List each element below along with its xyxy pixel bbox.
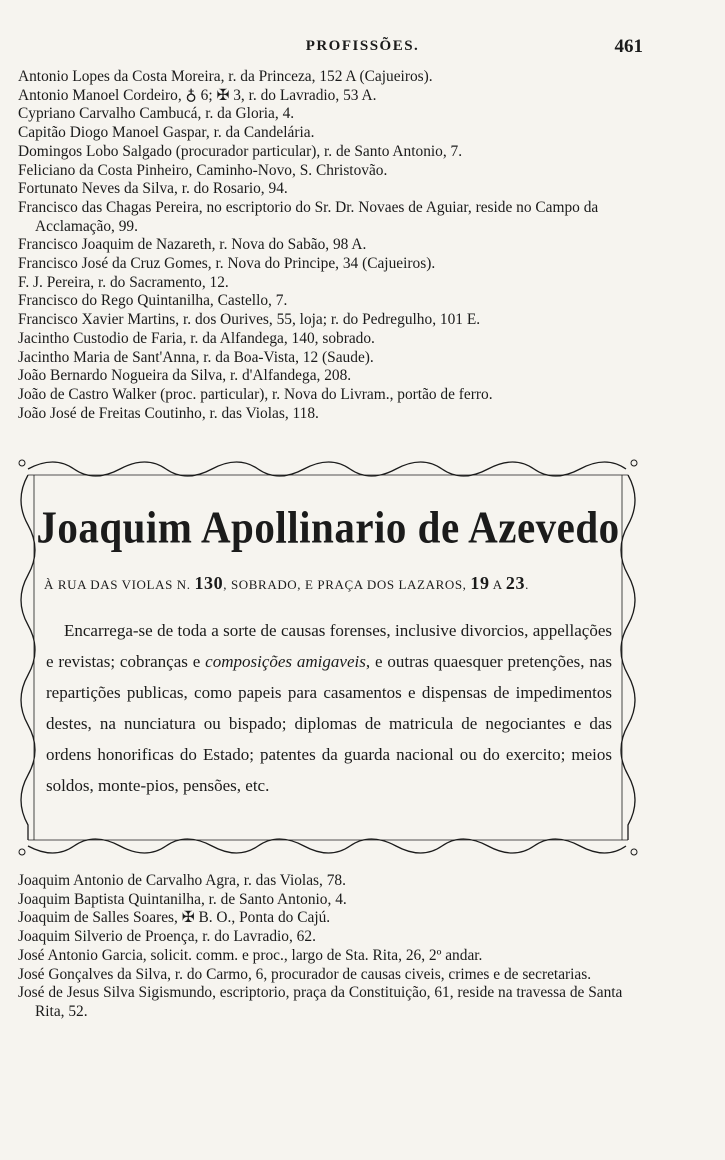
list-item: Jacintho Maria de Sant'Anna, r. da Boa-Vista, 12 (Saude). [18, 348, 374, 366]
address-middle: , SOBRADO, E PRAÇA DOS LAZAROS, [223, 577, 467, 592]
list-item: Jacintho Custodio de Faria, r. da Alfandega, 140, sobrado. [18, 329, 375, 347]
address-connector: A [492, 577, 502, 592]
list-item: Francisco José da Cruz Gomes, r. Nova do Principe, 34 (Cajueiros). [18, 255, 436, 273]
list-item: Joaquim de Salles Soares, ✠ B. O., Ponta do Cajú. [18, 909, 331, 927]
list-item: Domingos Lobo Salgado (procurador particular), r. de Santo Antonio, 7. [18, 142, 463, 160]
list-item: Joaquim Antonio de Carvalho Agra, r. das Violas, 78. [18, 872, 346, 889]
advert-text-part1: Encarrega-se de toda a sorte de causas forenses, inclusive divorcios, appellações e revistas; cobranças e [46, 621, 612, 671]
list-item: Cypriano Carvalho Cambucá, r. da Gloria, 4. [18, 105, 295, 123]
advert-text [46, 615, 612, 801]
advertisement-body [46, 615, 612, 801]
address-number: 19 [470, 573, 490, 593]
address-number: 23 [505, 573, 526, 593]
list-item: F. J. Pereira, r. do Sacramento, 12. [18, 273, 229, 291]
page-header [0, 38, 725, 62]
list-item: José de Jesus Silva Sigismundo, escriptorio, praça da Constituição, 61, reside na travessa de Santa Rita, 52. [18, 984, 623, 1020]
page-number: 461 [614, 36, 643, 57]
list-item: João José de Freitas Coutinho, r. das Violas, 118. [18, 404, 319, 422]
section-title: PROFISSÕES. [305, 38, 420, 54]
address-prefix: À RUA DAS VIOLAS N. [44, 577, 191, 592]
list-item: José Gonçalves da Silva, r. do Carmo, 6, procurador de causas civeis, crimes e de secretarias. [18, 965, 592, 983]
list-item: João Bernardo Nogueira da Silva, r. d'Alfandega, 208. [18, 367, 352, 385]
address-number: 130 [194, 573, 224, 593]
list-item: Joaquim Silverio de Proença, r. do Lavradio, 62. [18, 928, 316, 946]
advertiser-name: Joaquim Apollinario de Azevedo [36, 501, 620, 553]
list-item: José Antonio Garcia, solicit. comm. e proc., largo de Sta. Rita, 26, 2º andar. [18, 946, 483, 964]
list-item: Joaquim Baptista Quintanilha, r. de Santo Antonio, 4. [18, 890, 347, 908]
list-item: Francisco Xavier Martins, r. dos Ourives, 55, loja; r. do Pedregulho, 101 E. [18, 311, 481, 329]
list-item: Capitão Diogo Manoel Gaspar, r. da Candelária. [18, 124, 315, 142]
list-item: Fortunato Neves da Silva, r. do Rosario, 94. [18, 180, 288, 198]
entries-top-list [18, 68, 640, 423]
advertisement-box [14, 455, 642, 860]
advertiser-address [44, 573, 618, 594]
entries-bottom-list [18, 872, 640, 1022]
list-item: Francisco Joaquim de Nazareth, r. Nova do Sabão, 98 A. [18, 236, 367, 254]
address-end: . [525, 577, 529, 592]
advert-text-part2: , e outras quaesquer pretenções, nas repartições publicas, como papeis para casamentos e dispensas de impedimentos destes, na nunciatura ou bispado; diplomas de matricula de negociantes e das ordens honorificas do Estado; patentes da guarda nacional ou do exercito; meios soldos, monte-pios, pensões, etc. [46, 652, 613, 795]
list-item: Francisco das Chagas Pereira, no escriptorio do Sr. Dr. Novaes de Aguiar, reside no Campo da Acclamação, 99. [18, 198, 599, 235]
advert-text-italic: composições amigaveis [205, 652, 366, 671]
list-item: Antonio Lopes da Costa Moreira, r. da Princeza, 152 A (Cajueiros). [18, 68, 433, 85]
list-item: Antonio Manoel Cordeiro, ♁ 6; ✠ 3, r. do Lavradio, 53 A. [18, 86, 377, 104]
list-item: Francisco do Rego Quintanilha, Castello, 7. [18, 292, 288, 310]
list-item: João de Castro Walker (proc. particular), r. Nova do Livram., portão de ferro. [18, 385, 493, 403]
list-item: Feliciano da Costa Pinheiro, Caminho-Novo, S. Christovão. [18, 161, 388, 179]
